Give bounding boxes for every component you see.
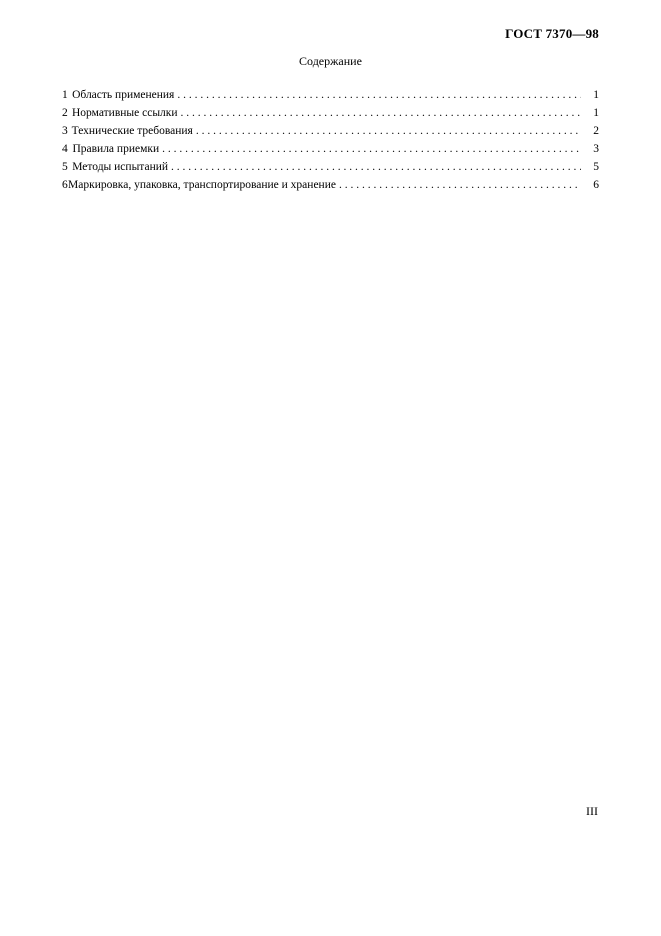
- toc-leader-dots: [196, 122, 581, 140]
- toc-item-page: 3: [593, 143, 599, 155]
- toc-item[interactable]: [62, 122, 599, 140]
- table-of-contents: [62, 86, 599, 194]
- toc-item-label: Технические требования: [71, 125, 193, 137]
- toc-item-number: 4: [62, 143, 68, 155]
- toc-item-number: 6: [62, 179, 68, 191]
- toc-item-number: 2: [62, 107, 68, 119]
- toc-item[interactable]: [62, 158, 599, 176]
- toc-item-label: Правила приемки: [72, 143, 160, 155]
- document-code: ГОСТ 7370—98: [505, 26, 599, 41]
- toc-title: Содержание: [299, 54, 362, 68]
- toc-leader-dots: [181, 104, 581, 122]
- toc-item[interactable]: [62, 104, 599, 122]
- toc-item-page: 6: [593, 179, 599, 191]
- toc-item[interactable]: [62, 86, 599, 104]
- toc-item-page: 1: [593, 107, 599, 119]
- toc-item-page: 5: [593, 161, 599, 173]
- toc-item-number: 5: [62, 161, 68, 173]
- toc-item[interactable]: [62, 176, 599, 194]
- toc-item-number: 1: [62, 89, 68, 101]
- toc-item-label: Область применения: [72, 89, 175, 101]
- toc-item-label: Маркировка, упаковка, транспортирование и хранение: [68, 179, 336, 191]
- toc-item-page: 2: [593, 125, 599, 137]
- toc-leader-dots: [162, 140, 581, 158]
- toc-leader-dots: [339, 176, 581, 194]
- toc-item-label: Нормативные ссылки: [72, 107, 178, 119]
- toc-item-number: 3: [62, 125, 68, 137]
- toc-leader-dots: [171, 158, 581, 176]
- page-number: III: [586, 804, 598, 818]
- toc-leader-dots: [177, 86, 581, 104]
- toc-item-label: Методы испытаний: [72, 161, 169, 173]
- toc-item-page: 1: [593, 89, 599, 101]
- toc-item[interactable]: [62, 140, 599, 158]
